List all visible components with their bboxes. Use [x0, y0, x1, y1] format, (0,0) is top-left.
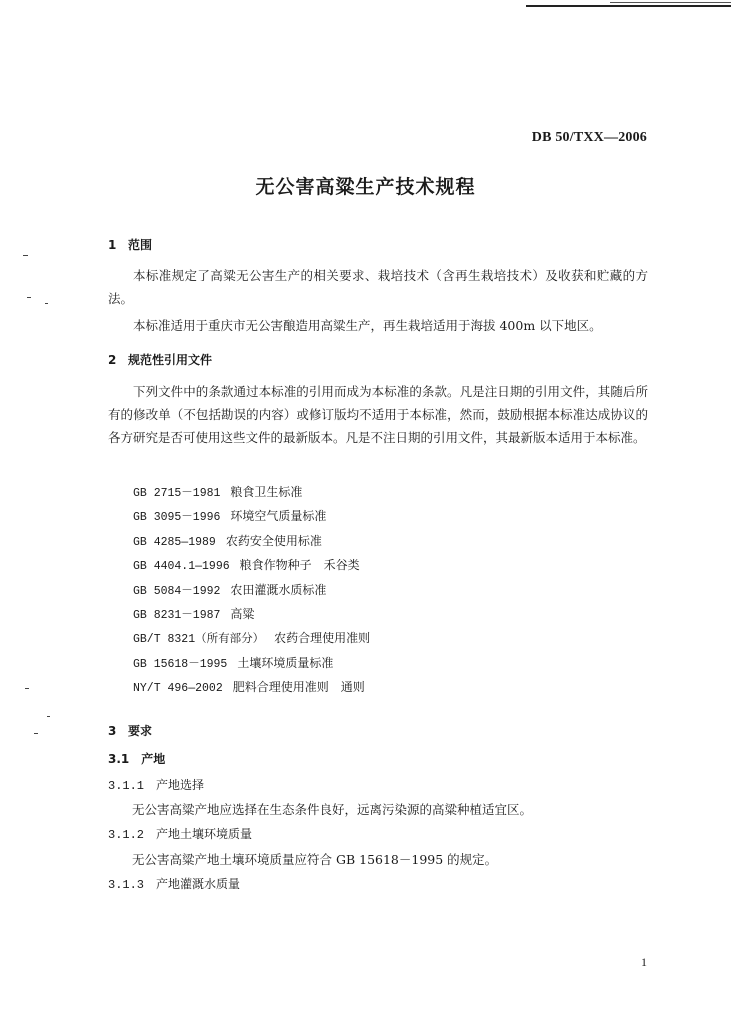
- subsection-3-1-1-text: 无公害高粱产地应选择在生态条件良好，远离污染源的高粱种植适宜区。: [132, 802, 533, 817]
- reference-item: [133, 529, 370, 553]
- reference-item: [133, 480, 370, 504]
- reference-item: [133, 553, 370, 577]
- subsection-number: 3.1.2: [108, 828, 145, 842]
- reference-item: [133, 651, 370, 675]
- scan-speck: [34, 733, 38, 734]
- subsection-3-1-3-heading: [108, 875, 240, 892]
- subsection-title: 产地: [141, 752, 166, 766]
- scan-speck: [47, 716, 50, 717]
- reference-code: GB 4404.1—1996: [133, 560, 230, 574]
- reference-code: GB/T 8321（所有部分）: [133, 633, 265, 647]
- section-2-heading: [108, 351, 212, 368]
- scan-speck: [45, 303, 48, 304]
- header-rule-thin: [610, 2, 731, 3]
- section-title: 范围: [128, 238, 153, 252]
- section-number: 2: [108, 353, 117, 367]
- reference-code: GB 2715－1981: [133, 487, 221, 500]
- reference-code: NY/T 496—2002: [133, 682, 223, 696]
- document-title: 无公害高粱生产技术规程: [255, 176, 476, 198]
- subsection-3-1-2-text: 无公害高粱产地土壤环境质量应符合 GB 15618－1995 的规定。: [132, 852, 498, 867]
- subsection-title: 产地土壤环境质量: [156, 827, 253, 841]
- subsection-number: 3.1: [108, 752, 130, 766]
- subsection-title: 产地选择: [156, 778, 205, 792]
- reference-name: 土壤环境质量标准: [237, 655, 334, 670]
- reference-name: 农药安全使用标准: [225, 533, 322, 548]
- reference-name: 农田灌溉水质标准: [230, 582, 327, 597]
- reference-item: [133, 626, 370, 650]
- reference-list: [133, 480, 370, 700]
- reference-name: 高粱: [230, 606, 255, 621]
- reference-code: GB 8231－1987: [133, 608, 221, 622]
- reference-code: GB 5084－1992: [133, 584, 221, 598]
- reference-item: [133, 578, 370, 602]
- header-rule: [526, 5, 731, 7]
- scan-speck: [23, 255, 28, 256]
- subsection-number: 3.1.3: [108, 878, 145, 892]
- section-3-heading: [108, 722, 152, 739]
- reference-name: 肥料合理使用准则 通则: [232, 680, 365, 695]
- reference-item: [133, 675, 370, 699]
- reference-name: 环境空气质量标准: [230, 509, 327, 524]
- reference-name: 农药合理使用准则: [274, 631, 371, 646]
- scope-paragraph-1: 本标准规定了高粱无公害生产的相关要求、栽培技术（含再生栽培技术）及收获和贮藏的方法。: [108, 268, 648, 306]
- reference-item: [133, 504, 370, 528]
- reference-code: GB 4285—1989: [133, 535, 216, 549]
- document-code: DB 50/TXX—2006: [531, 130, 647, 145]
- reference-code: GB 3095－1996: [133, 511, 221, 525]
- subsection-title: 产地灌溉水质量: [156, 877, 241, 891]
- section-1-heading: [108, 236, 152, 253]
- normative-references-paragraph: 下列文件中的条款通过本标准的引用而成为本标准的条款。凡是注日期的引用文件，其随后所有的修改单（不包括勘误的内容）或修订版均不适用于本标准，然而，鼓励根据本标准达成协议的各方研究是否可使用这些文件的最新版本。凡是不注日期的引用文件，其最新版本适用于本标准。: [108, 384, 648, 445]
- section-number: 1: [108, 238, 117, 252]
- subsection-3-1-2-heading: [108, 825, 252, 842]
- subsection-3-1-heading: [108, 750, 165, 767]
- section-title: 要求: [128, 724, 153, 738]
- page-number: 1: [641, 955, 647, 969]
- scan-speck: [27, 297, 31, 298]
- reference-item: [133, 602, 370, 626]
- section-title: 规范性引用文件: [128, 353, 213, 367]
- scan-speck: [25, 688, 29, 689]
- reference-name: 粮食作物种子 禾谷类: [239, 558, 360, 573]
- subsection-number: 3.1.1: [108, 779, 145, 793]
- reference-name: 粮食卫生标准: [230, 485, 303, 499]
- reference-code: GB 15618－1995: [133, 657, 228, 671]
- subsection-3-1-1-heading: [108, 776, 204, 793]
- scope-paragraph-2: 本标准适用于重庆市无公害酿造用高粱生产，再生栽培适用于海拔 400m 以下地区。: [133, 318, 602, 333]
- section-number: 3: [108, 724, 117, 738]
